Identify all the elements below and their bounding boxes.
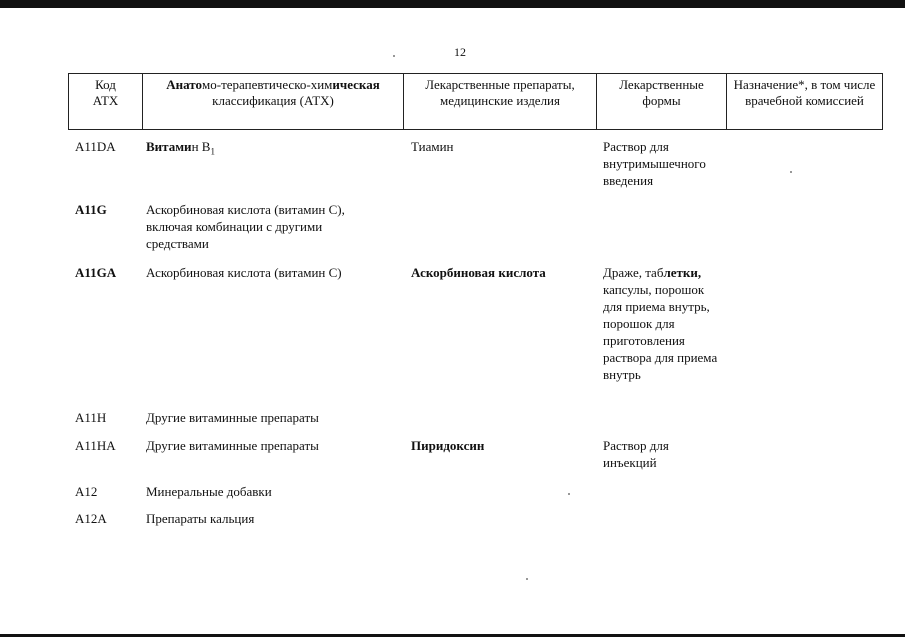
header-drugs-label: Лекарственные препараты, медицинские изделия (425, 77, 575, 108)
row-classification-a11h: Другие витаминные препараты (146, 410, 319, 425)
row-classification-a11da (146, 138, 396, 161)
scan-speck (790, 171, 792, 173)
row-form-a11ga-part1: Драже, таб (603, 265, 664, 280)
row-code-a11ha: A11HA (75, 438, 116, 453)
row-classification-a11g (146, 201, 396, 252)
scan-speck (526, 578, 528, 580)
page-number: 12 (454, 45, 466, 59)
row-code-a11ga: A11GA (75, 265, 117, 280)
row-form-a11ga-bold: летки, (663, 265, 702, 280)
row-code-a11h: A11H (75, 410, 107, 425)
header-classification-rest: мо-терапевтическо-хим (202, 77, 333, 92)
row-classification-a11g-line1: Аскорбиновая кислота (витамин C), (146, 202, 345, 217)
row-code-a11g: A11G (75, 202, 107, 217)
row-drug-a11ga: Аскорбиновая кислота (411, 265, 546, 280)
row-code-a12a: A12A (75, 511, 107, 526)
row-code-a12: A12 (75, 484, 98, 499)
row-classification-a11g-line2: включая комбинации с другими средствами (146, 219, 323, 251)
row-classification-a11ha: Другие витаминные препараты (146, 438, 319, 453)
row-classification-a11da-bold: Витами (146, 139, 192, 154)
scan-bottom-border (0, 634, 905, 637)
row-classification-a11da-sub: 1 (210, 146, 215, 157)
row-classification-a11da-rest: н B (191, 139, 211, 154)
scan-speck (568, 493, 570, 495)
header-code-label: Код АТХ (92, 77, 119, 108)
header-forms-label: Лекарственные формы (619, 77, 704, 108)
row-form-a11ha: Раствор для инъекций (603, 438, 669, 470)
row-drug-a11da: Тиамин (411, 139, 454, 154)
row-drug-a11ha: Пиридоксин (411, 438, 485, 453)
row-classification-a11ga: Аскорбиновая кислота (витамин C) (146, 265, 342, 280)
header-classification-bold2: ическая (332, 77, 380, 92)
row-code-a11da: A11DA (75, 139, 116, 154)
row-form-a11ga-rest: капсулы, порошок для приема внутрь, порошок для приготовления раствора для приема внутрь (603, 282, 718, 382)
header-classification-bold: Анато (166, 77, 203, 92)
row-classification-a12: Минеральные добавки (146, 484, 272, 499)
row-classification-a12a: Препараты кальция (146, 511, 255, 526)
header-classification-line2: классификация (АТХ) (212, 93, 334, 108)
header-purpose-label: Назначение*, в том числе врачебной комиссией (733, 77, 876, 108)
row-form-a11ga (603, 264, 721, 383)
scan-speck (393, 55, 395, 57)
row-form-a11da: Раствор для внутримышечного введения (603, 139, 706, 188)
